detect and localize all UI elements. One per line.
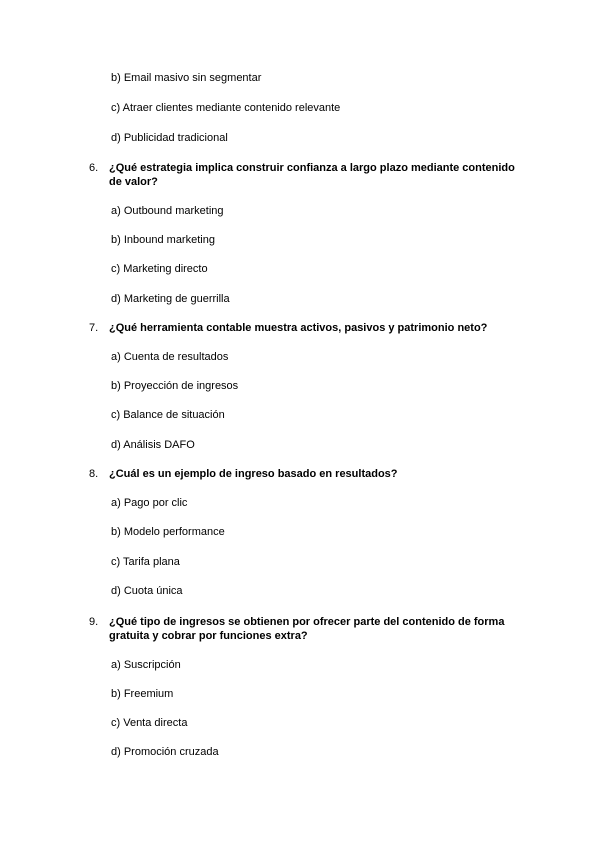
option-d: d) Publicidad tradicional bbox=[111, 132, 228, 144]
option-c: c) Tarifa plana bbox=[111, 556, 180, 568]
option-c: c) Venta directa bbox=[111, 717, 188, 729]
option-d: d) Cuota única bbox=[111, 585, 183, 597]
question-number: 9. bbox=[89, 616, 99, 628]
option-a: a) Outbound marketing bbox=[111, 205, 224, 217]
option-b: b) Inbound marketing bbox=[111, 234, 215, 246]
question-text: ¿Qué estrategia implica construir confianza a largo plazo mediante contenido de valor? bbox=[109, 162, 515, 188]
option-b: b) Proyección de ingresos bbox=[111, 380, 239, 392]
question-text: ¿Qué tipo de ingresos se obtienen por ofrecer parte del contenido de forma gratuita y cobrar por funciones extra? bbox=[109, 616, 505, 642]
option-d: d) Promoción cruzada bbox=[111, 746, 219, 758]
question-text: ¿Qué herramienta contable muestra activos, pasivos y patrimonio neto? bbox=[109, 322, 488, 334]
option-d: d) Análisis DAFO bbox=[111, 439, 195, 451]
question-number: 6. bbox=[89, 162, 99, 174]
option-a: a) Suscripción bbox=[111, 659, 181, 671]
option-a: a) Pago por clic bbox=[111, 497, 188, 509]
option-b: b) Freemium bbox=[111, 688, 174, 700]
question-number: 7. bbox=[89, 322, 99, 334]
option-b: b) Email masivo sin segmentar bbox=[111, 72, 262, 84]
option-a: a) Cuenta de resultados bbox=[111, 351, 229, 363]
option-d: d) Marketing de guerrilla bbox=[111, 293, 230, 305]
option-c: c) Marketing directo bbox=[111, 263, 208, 275]
option-c: c) Balance de situación bbox=[111, 409, 225, 421]
question-text: ¿Cuál es un ejemplo de ingreso basado en resultados? bbox=[109, 468, 398, 480]
option-b: b) Modelo performance bbox=[111, 526, 225, 538]
option-c: c) Atraer clientes mediante contenido relevante bbox=[111, 102, 341, 114]
question-number: 8. bbox=[89, 468, 99, 480]
